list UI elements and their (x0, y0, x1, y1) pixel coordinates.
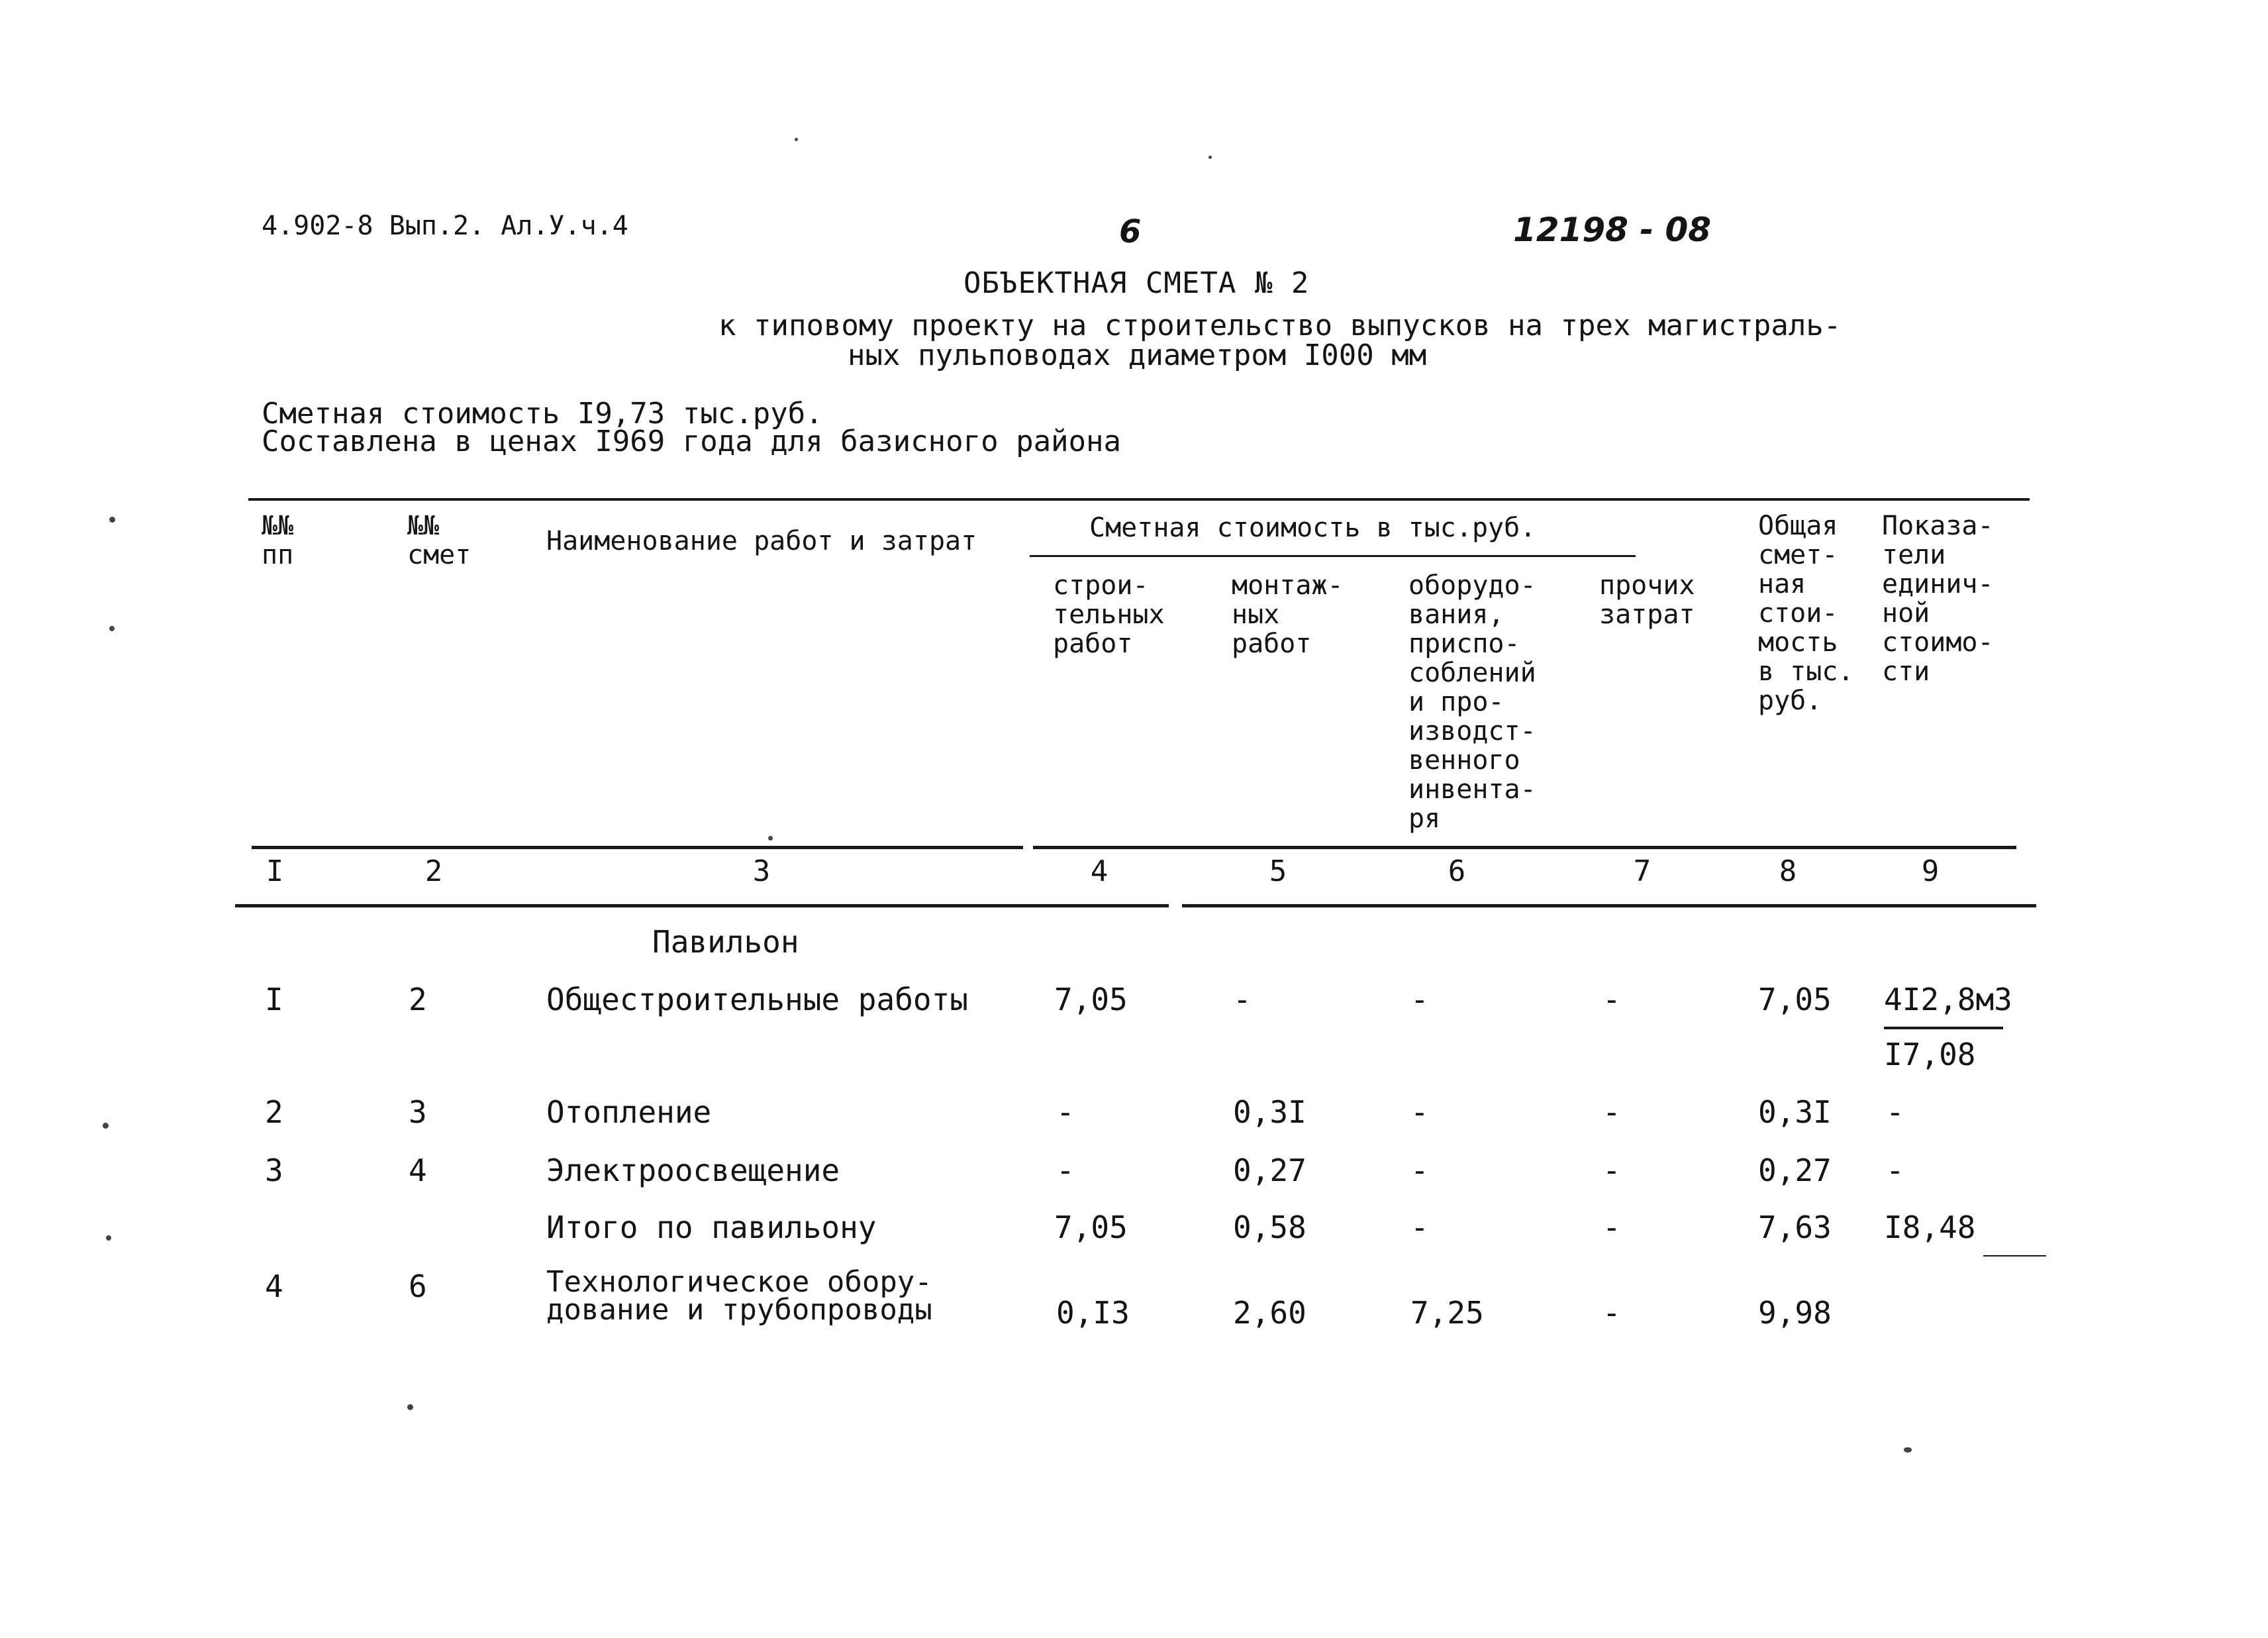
column-number: 5 (1269, 854, 1287, 888)
table-cell-name: Итого по павильону (546, 1209, 877, 1245)
header-installation-works: монтаж- ных работ (1232, 570, 1344, 659)
column-number: I (266, 854, 284, 888)
table-cell-equipment: 7,25 (1410, 1295, 1484, 1331)
subtitle-line-2: ных пульповодах диаметром I000 мм (848, 338, 1427, 372)
section-title: Павильон (652, 924, 799, 960)
table-cell-installation: 0,3I (1233, 1094, 1307, 1130)
table-cell-pp: 4 (265, 1268, 283, 1304)
table-cell-equipment: - (1410, 982, 1429, 1017)
table-cell-construction: 7,05 (1054, 982, 1128, 1017)
table-cell-smeta: 3 (409, 1094, 427, 1130)
column-number: 2 (424, 854, 443, 888)
table-cell-installation: 0,27 (1233, 1152, 1307, 1188)
table-cell-total: 7,05 (1758, 982, 1832, 1017)
header-bottom-rule-left (252, 846, 1023, 849)
table-cell-pp: I (265, 982, 283, 1017)
table-cell-other: - (1602, 1152, 1621, 1188)
fraction-rule (1884, 1027, 2003, 1029)
colnum-bottom-rule-right (1182, 904, 2036, 907)
table-cell-name: Технологическое обору- дование и трубопроводы (546, 1265, 932, 1327)
header-construction-works: строи- тельных работ (1053, 570, 1165, 659)
header-equipment: оборудо- вания, приспо- соблений и про- изводст- венного инвента- ря (1408, 570, 1536, 834)
header-work-name: Наименование работ и затрат (546, 526, 977, 556)
column-number: 3 (752, 854, 771, 888)
column-number: 8 (1779, 854, 1797, 888)
scan-speck (109, 626, 115, 631)
prices-basis-line: Составлена в ценах I969 года для базисного района (262, 425, 1122, 458)
table-cell-smeta: 2 (409, 982, 427, 1017)
scan-speck (103, 1123, 109, 1129)
column-number: 6 (1448, 854, 1466, 888)
table-cell-equipment: - (1410, 1209, 1429, 1245)
table-cell-name: Электроосвещение (546, 1152, 840, 1188)
table-cell-name: Отопление (546, 1094, 712, 1130)
margin-rule (1983, 1255, 2046, 1256)
table-top-rule (248, 498, 2030, 501)
header-other-costs: прочих затрат (1599, 570, 1695, 630)
table-cell-smeta: 6 (409, 1268, 427, 1304)
scan-speck (407, 1404, 413, 1410)
table-cell-pp: 3 (265, 1152, 283, 1188)
group-header-rule (1030, 555, 1636, 557)
table-cell-equipment: - (1410, 1094, 1429, 1130)
document-code: 4.902-8 Вып.2. Ал.У.ч.4 (262, 211, 628, 241)
table-cell-indicator-top: 4I2,8м3 (1884, 982, 2012, 1017)
table-cell-installation: 0,58 (1233, 1209, 1307, 1245)
stamp-number: 12198 - 08 (1513, 211, 1712, 249)
table-cell-construction: - (1056, 1094, 1075, 1130)
table-cell-indicator: - (1886, 1094, 1904, 1130)
table-cell-total: 7,63 (1758, 1209, 1832, 1245)
table-cell-equipment: - (1410, 1152, 1429, 1188)
header-total-cost: Общая смет- ная стои- мость в тыс. руб. (1758, 511, 1854, 716)
document-title: ОБЪЕКТНАЯ СМЕТА № 2 (963, 266, 1310, 300)
table-cell-total: 9,98 (1758, 1295, 1832, 1331)
header-unit-indicators: Показа- тели единич- ной стоимо- сти (1882, 511, 1994, 687)
scan-speck (109, 517, 115, 523)
table-cell-other: - (1602, 982, 1621, 1017)
table-cell-other: - (1602, 1209, 1621, 1245)
column-number: 4 (1090, 854, 1109, 888)
table-cell-construction: 7,05 (1054, 1209, 1128, 1245)
table-cell-construction: 0,I3 (1056, 1295, 1130, 1331)
table-cell-smeta: 4 (409, 1152, 427, 1188)
header-bottom-rule-right (1033, 846, 2016, 849)
scan-speck (795, 138, 798, 141)
column-number: 9 (1921, 854, 1940, 888)
colnum-bottom-rule-left (235, 904, 1169, 907)
page-number: 6 (1119, 213, 1142, 250)
table-cell-pp: 2 (265, 1094, 283, 1130)
table-cell-indicator-bottom: I7,08 (1884, 1037, 1976, 1072)
header-cost-group: Сметная стоимость в тыс.руб. (1089, 513, 1536, 543)
table-cell-installation: - (1233, 982, 1252, 1017)
table-cell-total: 0,27 (1758, 1152, 1832, 1188)
scan-speck (1208, 156, 1212, 159)
table-cell-name: Общестроительные работы (546, 982, 968, 1017)
table-cell-other: - (1602, 1094, 1621, 1130)
header-estimate-number: №№ смет (407, 511, 471, 570)
scan-speck (1904, 1447, 1912, 1453)
table-cell-other: - (1602, 1295, 1621, 1331)
table-cell-total: 0,3I (1758, 1094, 1832, 1130)
scan-speck (106, 1235, 111, 1241)
table-cell-construction: - (1056, 1152, 1075, 1188)
scan-speck (768, 836, 773, 841)
subtitle-line-1: к типовому проекту на строительство выпусков на трех магистраль- (718, 309, 1842, 342)
estimated-cost-line: Сметная стоимость I9,73 тыс.руб. (262, 397, 823, 431)
table-cell-indicator: - (1886, 1152, 1904, 1188)
column-number: 7 (1633, 854, 1652, 888)
table-cell-indicator: I8,48 (1884, 1209, 1976, 1245)
table-cell-installation: 2,60 (1233, 1295, 1307, 1331)
header-row-number: №№ пп (262, 511, 294, 570)
